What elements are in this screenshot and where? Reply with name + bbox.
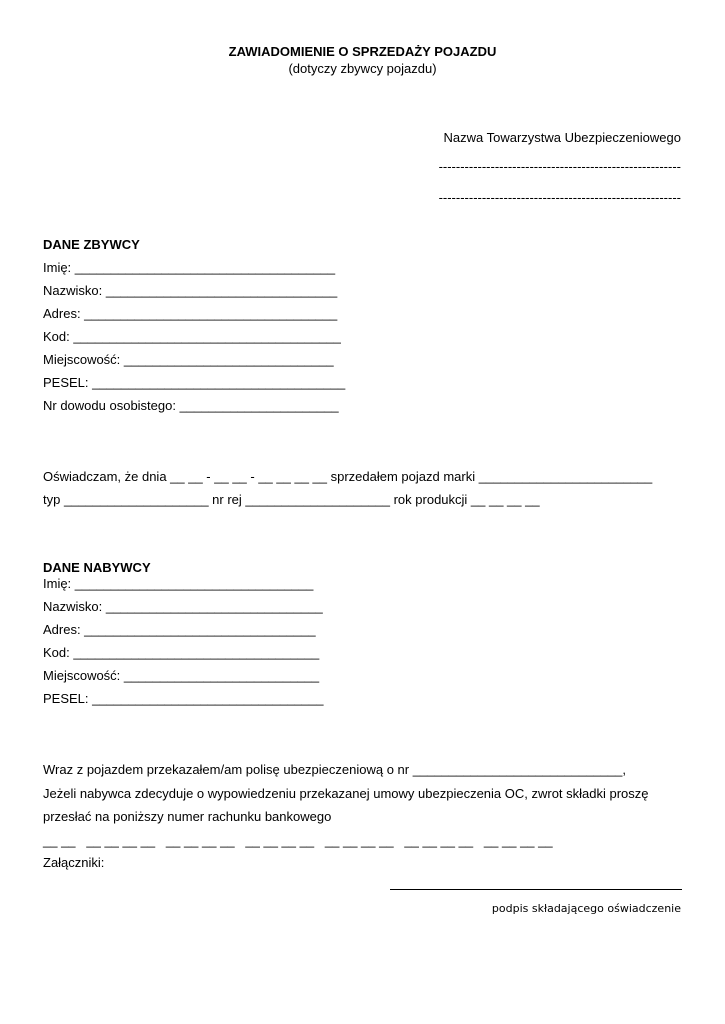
buyer-first-name-field[interactable]: Imię: _________________________________ [43,576,314,591]
signature-label: podpis składającego oświadczenie [491,902,681,915]
seller-address-field[interactable]: Adres: ___________________________________ [43,306,338,321]
seller-id-number-field[interactable]: Nr dowodu osobistego: ______________________ [43,398,339,413]
sale-statement-line-1[interactable]: Oświadczam, że dnia __ __ - __ __ - __ __ __ __ sprzedałem pojazd marki ________________________ [43,469,653,484]
seller-heading: DANE ZBYWCY [43,237,140,252]
buyer-city-field[interactable]: Miejscowość: ___________________________ [43,668,320,683]
signature-line[interactable] [390,889,682,890]
insurer-line-2[interactable]: -------------------------------------------------------- [438,190,681,205]
refund-account-label: przesłać na poniższy numer rachunku bankowego [43,809,332,824]
refund-statement-line: Jeżeli nabywca zdecyduje o wypowiedzeniu przekazanej umowy ubezpieczenia OC, zwrot składki proszę [43,786,649,801]
insurer-line-1[interactable]: -------------------------------------------------------- [438,159,681,174]
attachments-label: Załączniki: [43,855,105,870]
form-subtitle: (dotyczy zbywcy pojazdu) [288,61,437,76]
buyer-postal-code-field[interactable]: Kod: __________________________________ [43,645,320,660]
seller-first-name-field[interactable]: Imię: ____________________________________ [43,260,336,275]
buyer-pesel-field[interactable]: PESEL: ________________________________ [43,691,324,706]
insurer-name-label: Nazwa Towarzystwa Ubezpieczeniowego [443,130,681,145]
sale-statement-line-2[interactable]: typ ____________________ nr rej ____________________ rok produkcji __ __ __ __ [43,492,540,507]
policy-number-line[interactable]: Wraz z pojazdem przekazałem/am polisę ubezpieczeniową o nr _____________________________, [43,762,626,777]
form-title: ZAWIADOMIENIE O SPRZEDAŻY POJAZDU [228,44,497,59]
buyer-address-field[interactable]: Adres: ________________________________ [43,622,316,637]
seller-last-name-field[interactable]: Nazwisko: ________________________________ [43,283,338,298]
buyer-last-name-field[interactable]: Nazwisko: ______________________________ [43,599,323,614]
seller-city-field[interactable]: Miejscowość: _____________________________ [43,352,334,367]
seller-pesel-field[interactable]: PESEL: ___________________________________ [43,375,346,390]
buyer-heading: DANE NABYWCY [43,560,151,575]
bank-account-number-field[interactable]: __ __ __ __ __ __ __ __ __ __ __ __ __ __ __ __ __ __ __ __ __ __ __ __ __ __ [43,833,553,848]
seller-postal-code-field[interactable]: Kod: _____________________________________ [43,329,341,344]
